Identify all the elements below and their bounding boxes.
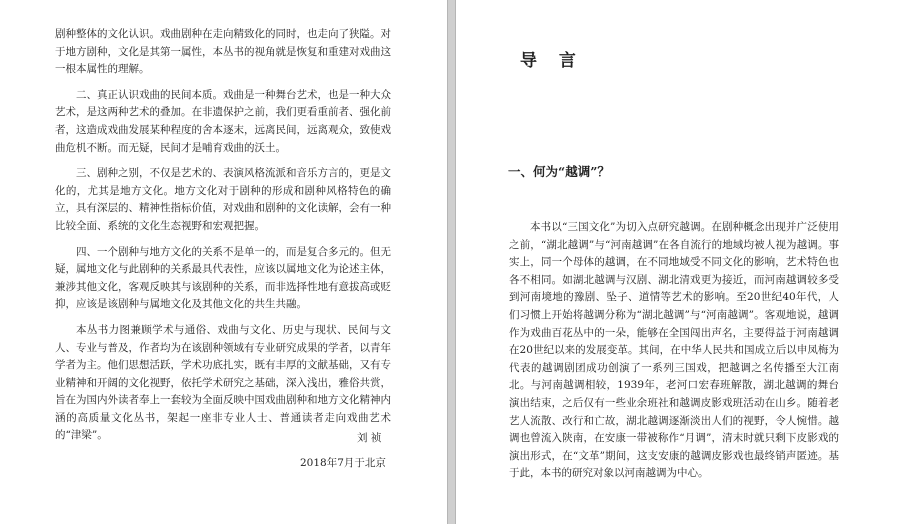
preface-body xyxy=(55,26,391,453)
preface-paragraph: 三、剧种之别，不仅是艺术的、表演风格流派和音乐方言的，更是文化的，尤其是地方文化。地方文化对于剧种的形成和剧种风格特色的确立，具有深层的、精神性指标价值，对戏曲和剧种的文化读解，会有一种比较全面、系统的文化生态视野和宏观把握。 xyxy=(55,167,391,232)
signature-date: 2018年7月于北京 xyxy=(300,457,386,469)
left-page xyxy=(0,0,447,524)
preface-paragraph: 本丛书力图兼顾学术与通俗、戏曲与文化、历史与现状、民间与文人、专业与普及，作者均为在该剧种领域有专业研究成果的学者，以青年学者为主。他们思想活跃，学术功底扎实，既有丰厚的文献基础，又有专业精神和开阔的文化视野，依托学术研究之基础，深入浅出，雅俗共赏，旨在为国内外读者奉上一套较为全面反映中国戏曲剧种和地方文化精神内涵的高质量文化丛书，架起一座非专业人士、普通读者走向戏曲艺术的“津梁”。 xyxy=(55,323,391,442)
section-heading: 一、何为“越调”？ xyxy=(508,164,610,179)
chapter-title: 导 言 xyxy=(520,51,584,71)
preface-paragraph: 剧种整体的文化认识。戏曲剧种在走向精致化的同时，也走向了狭隘。对于地方剧种，文化是其第一属性，本丛书的视角就是恢复和重建对戏曲这一根本属性的理解。 xyxy=(55,28,391,76)
preface-paragraph: 二、真正认识戏曲的民间本质。戏曲是一种舞台艺术，也是一种大众艺术，是这两种艺术的叠加。在非遗保护之前，我们更看重前者、强化前者，这造成戏曲发展某种程度的舍本逐末，远离民间，远离观众，致使戏曲危机不断。而无疑，民间才是哺育戏曲的沃土。 xyxy=(55,88,391,154)
preface-paragraph: 四、一个剧种与地方文化的关系不是单一的，而是复合多元的。但无疑，属地文化与此剧种的关系最具代表性，应该以属地文化为论述主体，兼涉其他文化，客观反映其与该剧种的关系，而非选择性地有意拔高或贬抑，应该是该剧种与属地文化及其他文化的共生共融。 xyxy=(55,245,391,311)
author-signature: 刘 祯 xyxy=(357,432,382,444)
intro-paragraph: 本书以“三国文化”为切入点研究越调。在剧种概念出现并广泛使用之前，“湖北越调”与“河南越调”在各自流行的地域均被人视为越调。事实上，同一个母体的越调，在不同地域受不同文化的影响，艺术特色也各不相同。如湖北越调与汉剧、湖北清戏更为接近，而河南越调较多受到河南境地的豫剧、坠子、道情等艺术的影响。至20世纪40年代，人们习惯上开始将越调分称为“湖北越调”与“河南越调”。客观地说，越调作为戏曲百花丛中的一朵，能够在全国闯出声名，主要得益于河南越调在20世纪以来的发展变革。其间，在中华人民共和国成立后以申凤梅为代表的越调剧团成功创演了一系列三国戏，把越调之名传播至大江南北。与河南越调相较，1939年，老河口宏春班解散，湖北越调的舞台演出结束，之后仅有一些业余班社和越调皮影戏班活动在山乡。随着老艺人流散、改行和亡故，湖北越调逐渐淡出人们的视野，令人惋惜。越调也曾流入陕南，在安康一带被称作“月调”，清末时就只剩下皮影戏的演出形式，在“文革”期间，这支安康的越调皮影戏也最终销声匿迹。基于此，本书的研究对象以河南越调为中心。 xyxy=(509,221,839,480)
intro-body xyxy=(509,219,839,483)
page-gutter xyxy=(447,0,456,524)
